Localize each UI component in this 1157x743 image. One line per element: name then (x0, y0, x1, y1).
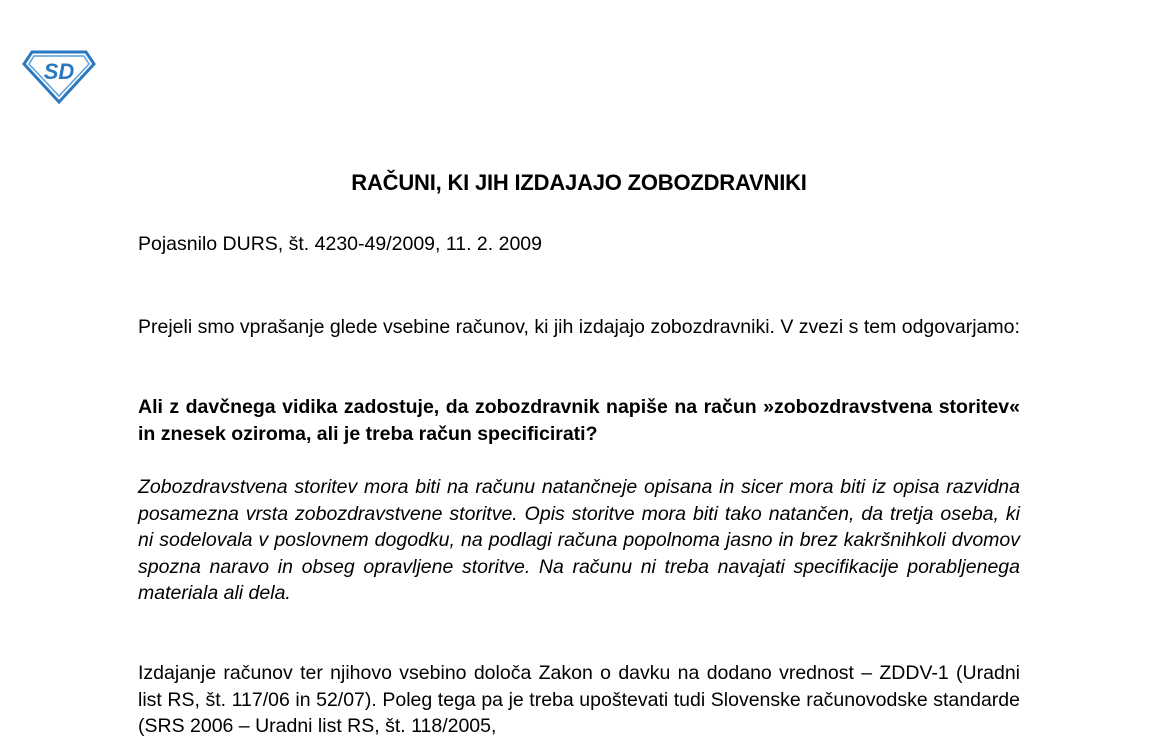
company-logo (22, 50, 96, 104)
document-reference: Pojasnilo DURS, št. 4230-49/2009, 11. 2. 2009 (138, 233, 542, 255)
body-paragraph: Izdajanje računov ter njihovo vsebino določa Zakon o davku na dodano vrednost – ZDDV-1 (Uradni list RS, št. 117/06 in 52/07). Poleg tega pa je treba upoštevati tudi Slovenske računovodske standarde (SRS 2006 – Uradni list RS, št. 118/2005, (138, 662, 1020, 737)
document-title: RAČUNI, KI JIH IZDAJAJO ZOBOZDRAVNIKI (351, 170, 807, 195)
intro-paragraph: Prejeli smo vprašanje glede vsebine računov, ki jih izdajajo zobozdravniki. V zvezi s tem odgovarjamo: (138, 316, 1020, 338)
question-paragraph: Ali z davčnega vidika zadostuje, da zobozdravnik napiše na račun »zobozdravstvena storitev« in znesek oziroma, ali je treba račun specificirati? (138, 396, 1020, 445)
logo-letters: SD (43, 59, 75, 84)
answer-paragraph: Zobozdravstvena storitev mora biti na računu natančneje opisana in sicer mora biti iz opisa razvidna posamezna vrsta zobozdravstvene storitve. Opis storitve mora biti tako natančen, da tretja oseba, ki ni sodelovala v poslovnem dogodku, na podlagi računa popolnoma jasno in brez kakršnihkoli dvomov spozna naravo in obseg opravljene storitve. Na računu ni treba navajati specifikacije porabljenega materiala ali dela. (138, 476, 1020, 604)
